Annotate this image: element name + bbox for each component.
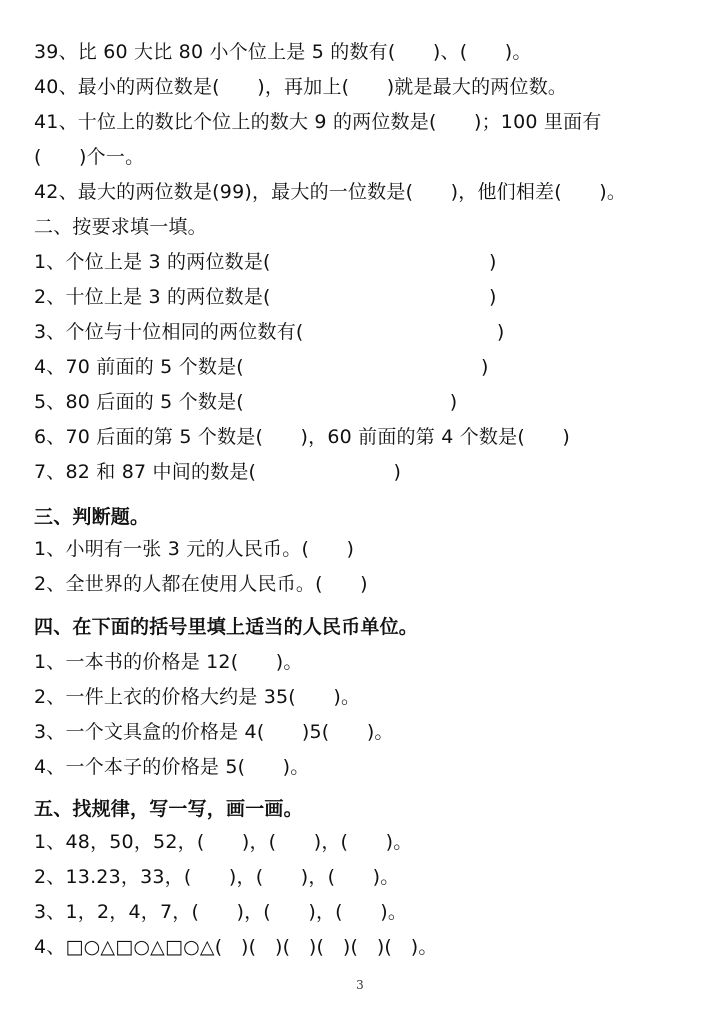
section-3-item-1: 1、小明有一张 3 元的人民币。( ) <box>34 538 355 560</box>
page-number: 3 <box>356 978 364 992</box>
section-2-item-1: 1、个位上是 3 的两位数是( ) <box>34 251 497 273</box>
section-5-item-4: 4、□○△□○△□○△( )( )( )( )( )( )。 <box>34 936 438 958</box>
question-39: 39、比 60 大比 80 小个位上是 5 的数有( )、( )。 <box>34 41 532 63</box>
section-4-item-3: 3、一个文具盒的价格是 4( )5( )。 <box>34 721 394 743</box>
section-5-item-3: 3、1，2，4，7，( )，( )，( )。 <box>34 901 408 923</box>
section-2-item-2: 2、十位上是 3 的两位数是( ) <box>34 286 497 308</box>
section-2-heading: 二、按要求填一填。 <box>34 216 207 238</box>
section-2-item-5: 5、80 后面的 5 个数是( ) <box>34 391 458 413</box>
section-2-item-6: 6、70 后面的第 5 个数是( )，60 前面的第 4 个数是( ) <box>34 426 570 448</box>
section-4-item-4: 4、一个本子的价格是 5( )。 <box>34 756 310 778</box>
section-4-item-1: 1、一本书的价格是 12( )。 <box>34 651 303 673</box>
section-2-item-7: 7、82 和 87 中间的数是( ) <box>34 461 402 483</box>
section-4-heading: 四、在下面的括号里填上适当的人民币单位。 <box>34 616 419 638</box>
question-40: 40、最小的两位数是( )，再加上( )就是最大的两位数。 <box>34 76 568 98</box>
section-3-heading: 三、判断题。 <box>34 506 150 528</box>
section-5-heading: 五、找规律，写一写，画一画。 <box>34 798 303 820</box>
section-2-item-3: 3、个位与十位相同的两位数有( ) <box>34 321 505 343</box>
section-3-item-2: 2、全世界的人都在使用人民币。( ) <box>34 573 368 595</box>
section-2-item-4: 4、70 前面的 5 个数是( ) <box>34 356 489 378</box>
section-5-item-2: 2、13.23，33，( )，( )，( )。 <box>34 866 400 888</box>
question-42: 42、最大的两位数是(99)，最大的一位数是( )，他们相差( )。 <box>34 181 627 203</box>
section-4-item-2: 2、一件上衣的价格大约是 35( )。 <box>34 686 361 708</box>
section-5-item-1: 1、48，50，52，( )，( )，( )。 <box>34 831 413 853</box>
question-41-continued: ( )个一。 <box>34 146 145 168</box>
question-41: 41、十位上的数比个位上的数大 9 的两位数是( )；100 里面有 <box>34 111 602 133</box>
